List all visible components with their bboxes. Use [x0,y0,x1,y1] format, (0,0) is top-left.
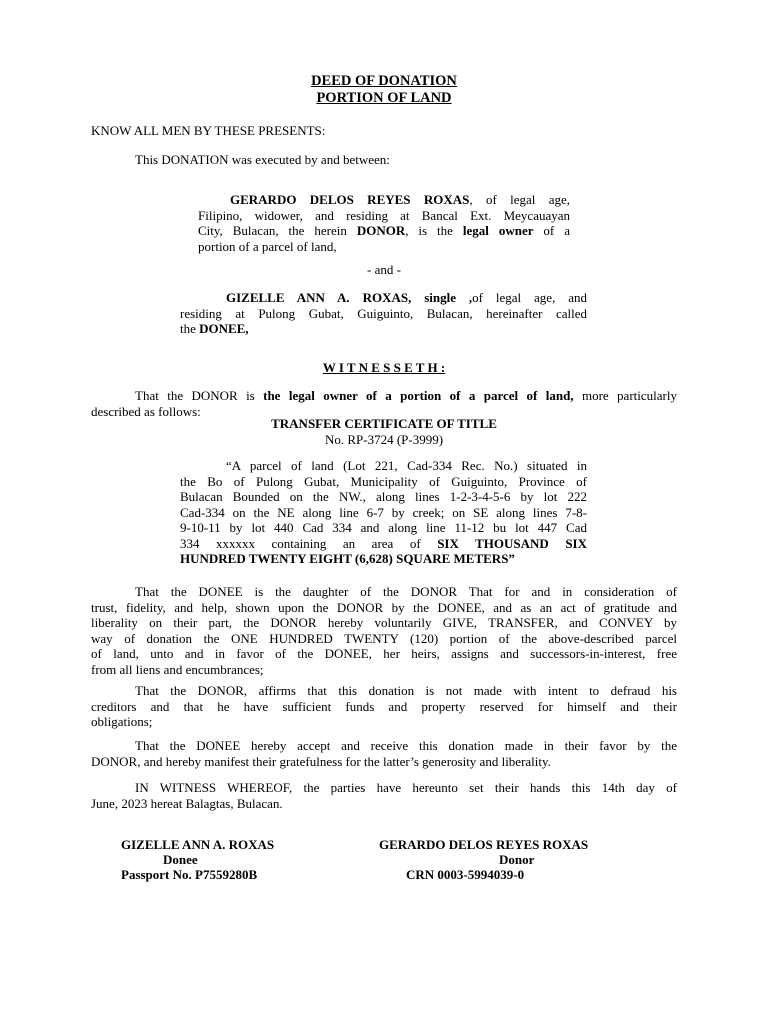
paragraph-3-line-2: creditors and that he have sufficient funds and property reserved for himself and their [91,698,677,714]
donor-name: GERARDO DELOS REYES ROXAS [230,192,470,207]
para4-l1-text: That the DONEE hereby accept and receive this donation made in their favor by the [135,738,677,753]
donor-l3-b: DONOR [356,223,406,238]
donor-signature-name: GERARDO DELOS REYES ROXAS [379,837,589,852]
land-description-line-3: Bulacan Bounded on the NW., along lines 1-2-3-4-5-6 by lot 222 [180,489,587,504]
donor-l3-c: , is the [405,223,463,238]
land-l1-text: “A parcel of land (Lot 221, Cad-334 Rec. No.) situated in [226,458,587,473]
para1-l1-b: the legal owner of a portion of a parcel of land, [263,388,574,403]
paragraph-3-line-3: obligations; [91,714,153,729]
paragraph-2 [91,584,677,677]
land-description-line-6 [180,536,587,552]
donee-signature-id: Passport No. P7559280B [121,867,258,882]
paragraph-1 [91,388,677,419]
donee-name: GIZELLE ANN A. ROXAS, single , [226,290,473,305]
paragraph-5-line-1 [91,780,677,796]
paragraph-3 [91,683,677,730]
paragraph-1-line-2: described as follows: [91,403,201,419]
donee-l3-b: DONEE, [199,321,249,336]
para5-l1-text: IN WITNESS WHEREOF, the parties have hereunto set their hands this 14th day of [135,780,677,795]
donor-party-line-1 [198,192,570,208]
paragraph-4 [91,738,677,769]
donee-party-line-3 [180,321,587,337]
donor-l3-e: of a [533,223,570,238]
paragraph-2-line-4: way of donation the ONE HUNDRED TWENTY (120) portion of the above-described parcel [91,630,677,646]
donor-signature-id: CRN 0003-5994039-0 [406,867,525,882]
paragraph-4-line-2: DONOR, and hereby manifest their gratefulness for the latter’s generosity and liberality. [91,753,551,769]
donee-signature-role: Donee [163,852,198,867]
title-line-1: DEED OF DONATION [311,73,457,89]
donee-party-block [180,290,587,337]
donor-party-line-1-rest: , of legal age, [469,192,571,207]
donor-signature-role: Donor [499,852,535,867]
paragraph-2-line-2: trust, fidelity, and help, shown upon the DONOR by the DONEE, and as an act of gratitude and [91,599,677,615]
land-description-line-2: the Bo of Pulong Gubat, Municipality of Guiguinto, Province of [180,473,587,489]
para1-l1-c: more particularly [573,388,677,403]
and-separator: - and - [367,262,401,277]
para3-l1-text: That the DONOR, affirms that this donation is not made with intent to defraud his [135,683,677,698]
donee-party-line-1-rest: of legal age, and [472,290,587,305]
paragraph-5-line-2: June, 2023 hereat Balagtas, Bulacan. [91,795,283,811]
land-description-line-7: HUNDRED TWENTY EIGHT (6,628) SQUARE METERS” [180,551,515,566]
paragraph-2-line-5: of land, unto and in favor of the DONEE, her heirs, assigns and successors-in-interest, free [91,646,677,661]
witnesseth-heading: W I T N E S S E T H : [322,360,446,375]
title-line-2: PORTION OF LAND [316,90,452,106]
intro-line: This DONATION was executed by and between: [135,152,390,167]
paragraph-5 [91,780,677,811]
donee-party-line-1 [180,290,587,306]
land-description-line-4: Cad-334 on the NE along line 6-7 by creek; on SE along lines 7-8- [180,504,587,520]
donor-party-line-3 [198,223,570,239]
para1-l1-a: That the DONOR is [135,388,264,403]
opening-line: KNOW ALL MEN BY THESE PRESENTS: [91,123,326,138]
paragraph-3-line-1 [91,683,677,699]
land-l6-a: 334 xxxxxx containing an area of [180,535,438,551]
donor-party-block [198,192,570,254]
land-description-line-1 [180,458,587,474]
donor-l3-d: legal owner [462,223,534,238]
land-l6-b: SIX THOUSAND SIX [437,535,588,551]
donee-l3-a: the [180,321,200,336]
land-description-line-5: 9-10-11 by lot 440 Cad 334 and along line 11-12 bu lot 447 Cad [180,520,587,535]
donor-party-line-2: Filipino, widower, and residing at Bancal Ext. Meycauayan [198,207,570,223]
land-description [180,458,587,567]
paragraph-2-line-6: from all liens and encumbrances; [91,661,264,677]
donor-party-line-4: portion of a parcel of land, [198,238,337,254]
donor-l3-a: City, Bulacan, the herein [198,223,357,238]
donee-signature-name: GIZELLE ANN A. ROXAS [121,837,275,852]
tct-number: No. RP-3724 (P-3999) [324,432,444,447]
donee-party-line-2: residing at Pulong Gubat, Guiguinto, Bulacan, hereinafter called [180,305,587,321]
para2-l1-text: That the DONEE is the daughter of the DONOR That for and in consideration of [135,584,677,599]
tct-heading: TRANSFER CERTIFICATE OF TITLE [271,416,497,431]
paragraph-1-line-1 [91,388,677,404]
paragraph-2-line-1 [91,584,677,600]
paragraph-2-line-3: liberality on their part, the DONOR hereby voluntarily GIVE, TRANSFER, and CONVEY by [91,615,677,630]
paragraph-4-line-1 [91,738,677,754]
